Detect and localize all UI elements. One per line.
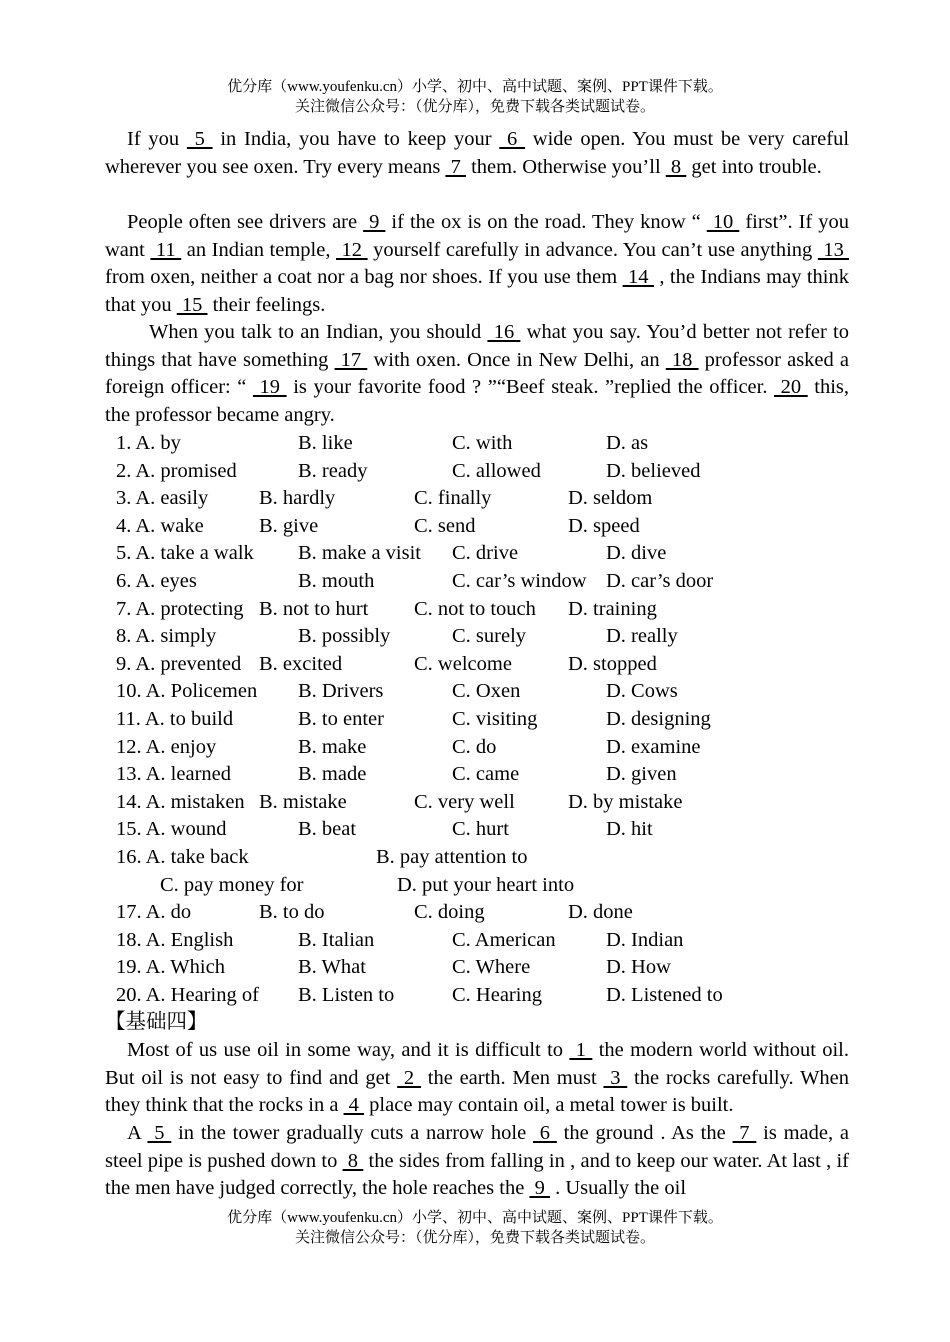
question-option-c: C. surely (452, 625, 527, 648)
question-option-a: 1. A. by (116, 432, 181, 454)
question-option-d: D. training (568, 597, 657, 620)
question-row (116, 789, 856, 817)
question-option-b: B. ready (298, 459, 368, 482)
question-option-b: B. not to hurt (259, 597, 369, 620)
question-row (116, 954, 856, 982)
question-option-c: C. drive (452, 542, 519, 565)
question-option-d: D. given (606, 763, 677, 786)
question-option-c: C. visiting (452, 707, 538, 730)
question-option-c: C. came (452, 763, 520, 786)
question-option-c: C. with (452, 432, 513, 454)
question-row (116, 761, 856, 789)
section-title: 【基础四】 (105, 1011, 208, 1033)
question-row (116, 513, 856, 541)
question-option-a: 3. A. easily (116, 487, 209, 510)
question-option-a: 4. A. wake (116, 514, 204, 537)
question-row (116, 899, 856, 927)
question-option-d: D. car’s door (606, 569, 714, 592)
question-option-a: 16. A. take back (116, 845, 249, 868)
question-option-d: D. done (568, 901, 633, 924)
question-row (116, 430, 856, 458)
header-line-2: 关注微信公众号：（优分库），免费下载各类试题试卷。 (294, 99, 655, 115)
question-row (116, 458, 856, 486)
question-option-a: 11. A. to build (116, 707, 234, 730)
question-option-b: B. give (259, 514, 319, 537)
blank-number: 7 (445, 155, 466, 178)
blank-number: 13 (817, 238, 850, 261)
question-option-a: 13. A. learned (116, 763, 231, 786)
page-header (0, 77, 950, 117)
question-option-b: B. possibly (298, 625, 391, 648)
blank-number: 16 (487, 321, 521, 343)
question-option-a: 5. A. take a walk (116, 542, 254, 565)
footer-line-2: 关注微信公众号：（优分库），免费下载各类试题试卷。 (294, 1230, 655, 1246)
question-row (116, 568, 856, 596)
question-option-a: 7. A. protecting (116, 597, 244, 620)
question-option-b: B. Drivers (298, 680, 384, 703)
question-option-a: 19. A. Which (116, 956, 225, 979)
question-row (116, 706, 856, 734)
question-row (116, 596, 856, 624)
blank-number: 11 (150, 238, 182, 261)
question-row (116, 982, 856, 1010)
question-row (116, 651, 856, 679)
question-option-b: B. hardly (259, 487, 336, 510)
passage-paragraph: If you 5 in India, you have to keep your 6 wide open. You must be very careful wherever you see oxen. Try every means 7 them. Otherwise you’ll 8 get into trouble. (105, 128, 850, 178)
page-footer (0, 1208, 950, 1248)
passage-paragraph: When you talk to an Indian, you should 16 what you say. You’d better not refer to things that have something 17 with oxen. Once in New Delhi, an 18 professor asked a foreign officer: “ 19 is your favorite food ? ”“Beef steak. ”replied the officer. 20 this, the professor became angry. (105, 321, 850, 426)
question-row (116, 734, 856, 762)
blank-number: 20 (774, 376, 808, 399)
question-option-a: 9. A. prevented (116, 652, 242, 675)
question-option-b: B. mouth (298, 569, 375, 592)
question-option-b: B. beat (298, 818, 357, 841)
question-option-c: C. American (452, 928, 556, 951)
blank-number: 6 (532, 1122, 557, 1144)
blank-number: 5 (147, 1122, 172, 1144)
question-option-c: C. allowed (452, 459, 541, 482)
blank-number: 9 (529, 1177, 550, 1200)
question-option-c: C. not to touch (414, 597, 536, 620)
question-option-a: 17. A. do (116, 901, 192, 924)
question-option-d: D. Listened to (606, 983, 723, 1006)
question-option-b: B. make a visit (298, 542, 421, 565)
question-option-a: 12. A. enjoy (116, 735, 217, 758)
question-row (116, 816, 856, 844)
blank-number: 3 (603, 1066, 628, 1089)
question-option-c: C. finally (414, 487, 492, 510)
blank-number: 17 (334, 348, 368, 371)
question-option-a: 15. A. wound (116, 818, 227, 841)
question-option-d: D. believed (606, 459, 701, 482)
question-option-a: 8. A. simply (116, 625, 217, 648)
question-row (116, 678, 856, 706)
question-option-a: 2. A. promised (116, 459, 237, 482)
question-option-b: B. What (298, 956, 366, 979)
blank-number: 5 (186, 128, 213, 150)
header-line-1: 优分库（www.youfenku.cn）小学、初中、高中试题、案例、PPT课件下载。 (227, 79, 723, 95)
passage-paragraph: People often see drivers are 9 if the ox is on the road. They know “ 10 first”. If you want 11 an Indian temple, 12 yourself carefully in advance. You can’t use anything 13 from oxen, neither a coat nor a bag nor shoes. If you use them 14 , the Indians may think that you 15 their feelings. (105, 211, 850, 316)
question-option-c: C. do (452, 735, 497, 758)
question-option-c: C. Oxen (452, 680, 521, 703)
question-option-a: 6. A. eyes (116, 569, 197, 592)
question-option-b: B. to do (259, 901, 325, 924)
question-option-d: D. put your heart into (397, 873, 575, 896)
footer-line-1: 优分库（www.youfenku.cn）小学、初中、高中试题、案例、PPT课件下载。 (227, 1210, 723, 1226)
question-option-b: B. mistake (259, 790, 347, 813)
question-option-b: B. Listen to (298, 983, 395, 1006)
question-option-b: B. make (298, 735, 367, 758)
question-row (116, 623, 856, 651)
question-option-c: C. very well (414, 790, 515, 813)
question-option-c: C. pay money for (160, 873, 304, 896)
blank-number: 4 (343, 1094, 365, 1117)
question-option-d: D. Indian (606, 928, 684, 951)
blank-number: 19 (252, 376, 287, 399)
question-option-d: D. really (606, 625, 678, 648)
blank-number: 6 (499, 128, 526, 150)
question-option-d: D. seldom (568, 487, 653, 510)
question-option-d: D. examine (606, 735, 701, 758)
blank-number: 14 (622, 266, 654, 289)
question-option-d: D. Cows (606, 680, 678, 703)
question-option-c: C. Where (452, 956, 531, 979)
question-option-d: D. as (606, 432, 649, 454)
question-option-c: C. Hearing (452, 983, 542, 1006)
question-row (116, 540, 856, 568)
question-option-c: C. car’s window (452, 569, 587, 592)
question-option-a: 10. A. Policemen (116, 680, 258, 703)
blank-number: 10 (706, 211, 740, 233)
question-option-c: C. send (414, 514, 476, 537)
blank-number: 7 (732, 1122, 757, 1144)
question-option-b: B. made (298, 763, 367, 786)
question-option-b: B. excited (259, 652, 343, 675)
question-option-c: C. doing (414, 901, 485, 924)
question-option-a: 20. A. Hearing of (116, 983, 259, 1006)
blank-number: 8 (665, 155, 687, 178)
blank-number: 9 (363, 211, 386, 233)
question-row (116, 844, 856, 872)
question-option-d: D. by mistake (568, 790, 683, 813)
passage-paragraph: Most of us use oil in some way, and it is difficult to 1 the modern world without oil. But oil is not easy to find and get 2 the earth. Men must 3 the rocks carefully. When they think that the rocks in a 4 place may contain oil, a metal tower is built. (105, 1039, 850, 1117)
blank-number: 1 (569, 1039, 593, 1061)
blank-number: 18 (665, 348, 699, 371)
question-option-a: 18. A. English (116, 928, 234, 951)
blank-number: 8 (342, 1149, 364, 1172)
question-option-d: D. dive (606, 542, 667, 565)
question-option-c: C. welcome (414, 652, 512, 675)
question-option-c: C. hurt (452, 818, 509, 841)
question-option-d: D. How (606, 956, 671, 979)
question-option-b: B. to enter (298, 707, 384, 730)
blank-number: 2 (397, 1066, 421, 1089)
question-option-d: D. speed (568, 514, 640, 537)
blank-number: 12 (336, 238, 368, 261)
question-row (116, 872, 856, 900)
question-option-a: 14. A. mistaken (116, 790, 245, 813)
question-option-b: B. Italian (298, 928, 375, 951)
question-option-b: B. pay attention to (376, 845, 528, 868)
blank-number: 15 (176, 293, 208, 316)
question-row (116, 485, 856, 513)
question-option-d: D. hit (606, 818, 653, 841)
question-row (116, 927, 856, 955)
question-option-d: D. designing (606, 707, 711, 730)
question-option-b: B. like (298, 432, 353, 454)
question-option-d: D. stopped (568, 652, 657, 675)
question-list (116, 430, 856, 1009)
passage-paragraph: A 5 in the tower gradually cuts a narrow hole 6 the ground . As the 7 is made, a steel pipe is pushed down to 8 the sides from falling in , and to keep our water. At last , if the men have judged correctly, the hole reaches the 9 . Usually the oil (105, 1122, 850, 1200)
